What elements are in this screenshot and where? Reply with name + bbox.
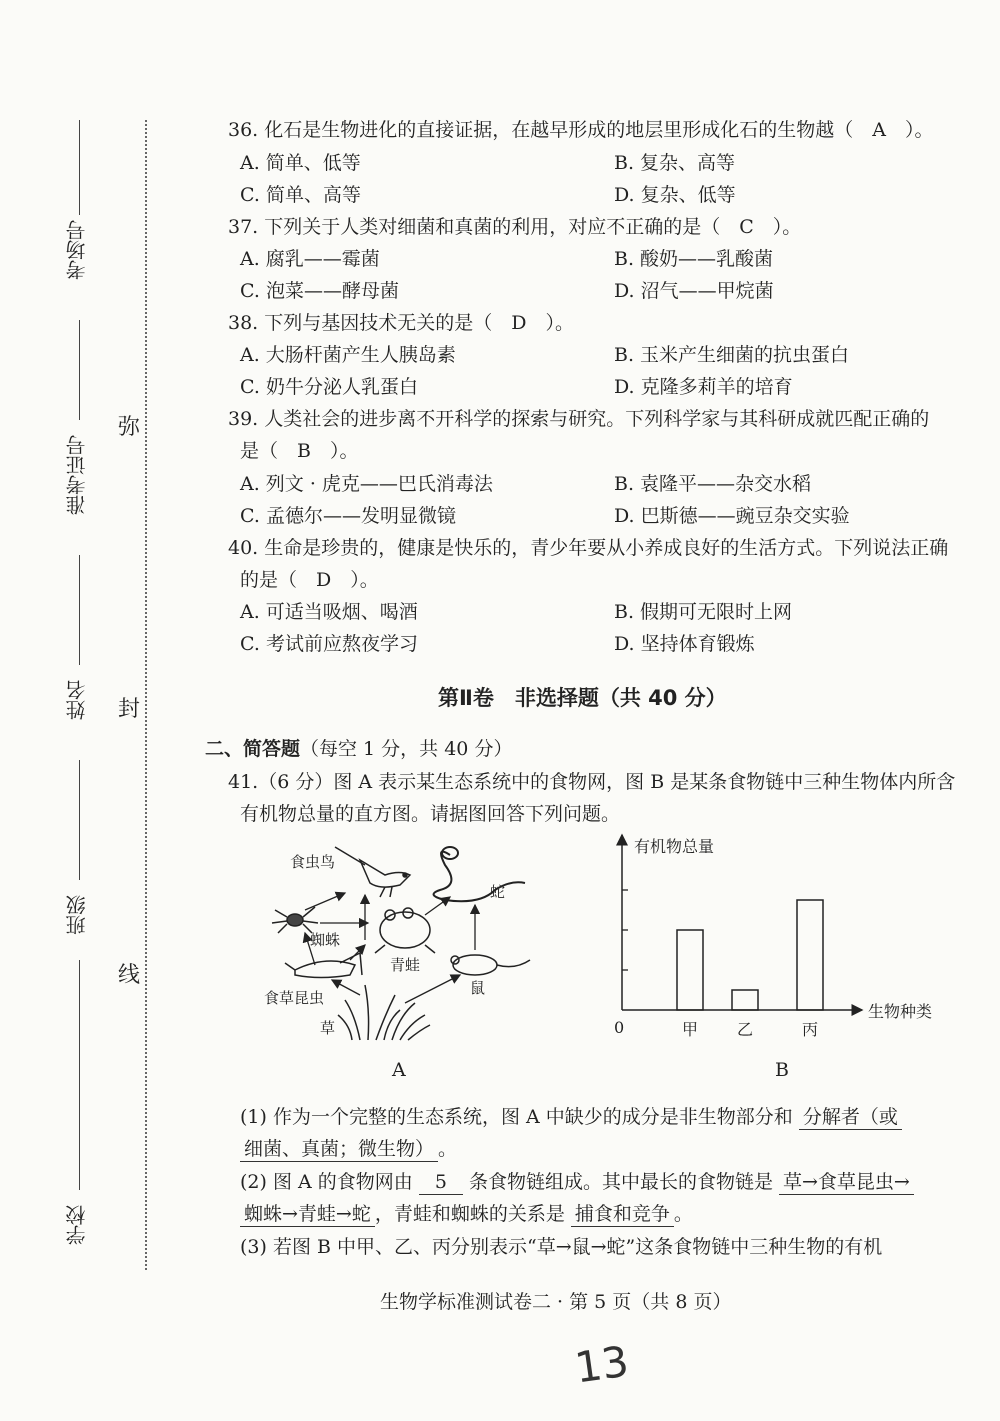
- q41-sub2-answer-relation: 捕食和竞争: [571, 1202, 674, 1227]
- q41-sub2-answer-count: 5: [419, 1170, 463, 1195]
- food-web-figure: [250, 835, 560, 1075]
- q39-option-b: B. 袁隆平——杂交水稻: [614, 473, 812, 495]
- question-36: [228, 118, 934, 142]
- q40-number: 40.: [228, 537, 259, 559]
- q41-sub3-line1: (3) 若图 B 中甲、乙、丙分别表示“草→鼠→蛇”这条食物链中三种生物的有机: [240, 1236, 883, 1258]
- q36-option-b: B. 复杂、高等: [614, 152, 736, 174]
- q38-option-a: A. 大肠杆菌产生人胰岛素: [240, 344, 456, 366]
- q41-sub1-answer-part2: 细菌、真菌；微生物）: [240, 1137, 438, 1162]
- q41-sub1-line1: [240, 1105, 902, 1130]
- q40-stem-cont: 的是（ D ）。: [240, 569, 379, 591]
- field-name: 姓名: [65, 680, 89, 720]
- q37-option-a: A. 腐乳——霉菌: [240, 248, 380, 270]
- margin-rule-5: [79, 960, 80, 1190]
- x-tick-labels: [682, 1020, 818, 1039]
- label-spider: 蜘蛛: [310, 931, 341, 949]
- q37-option-c: C. 泡菜——酵母菌: [240, 280, 399, 302]
- q38-option-b: B. 玉米产生细菌的抗虫蛋白: [614, 344, 850, 366]
- bar-3: [797, 900, 823, 1010]
- part-heading-note: （每空 1 分，共 40 分）: [300, 738, 513, 760]
- field-class: 班级: [65, 895, 89, 935]
- q36-option-d: D. 复杂、低等: [614, 184, 736, 206]
- snake-illustration: [434, 847, 525, 901]
- q41-sub2-line1: [240, 1170, 914, 1195]
- binding-dotted-line: [145, 120, 147, 1270]
- q39-option-a: A. 列文 · 虎克——巴氏消毒法: [240, 473, 493, 495]
- q41-sub2-end: 。: [673, 1203, 693, 1225]
- question-40: [228, 536, 948, 560]
- page-footer: 生物学标准测试卷二 · 第 5 页（共 8 页）: [380, 1291, 732, 1313]
- question-39: [228, 407, 929, 431]
- label-frog: 青蛙: [390, 956, 421, 974]
- q36-number: 36.: [228, 119, 259, 141]
- margin-rule-1: [79, 120, 80, 215]
- q36-stem: 化石是生物进化的直接证据，在越早形成的地层里形成化石的生物越（ A ）。: [264, 119, 934, 141]
- q37-stem: 下列关于人类对细菌和真菌的利用，对应不正确的是（ C ）。: [264, 216, 802, 238]
- q41-sub2-line2: [240, 1202, 693, 1227]
- bar-1: [677, 930, 703, 1010]
- q41-sub2-answer-chain1: 草→食草昆虫→: [779, 1170, 914, 1195]
- q41-sub1-answer-part1: 分解者（或: [799, 1105, 902, 1130]
- figure-a-caption: A: [392, 1059, 406, 1081]
- q41-sub2-text1: (2) 图 A 的食物网由: [240, 1171, 413, 1193]
- handwritten-page-number: 13: [571, 1336, 632, 1393]
- margin-rule-4: [79, 760, 80, 880]
- bars-group: [677, 900, 823, 1010]
- figure-b-caption: B: [775, 1059, 789, 1081]
- y-axis-label: 有机物总量: [634, 837, 715, 856]
- q39-option-c: C. 孟德尔——发明显微镜: [240, 505, 456, 527]
- question-41: [228, 770, 955, 794]
- field-exam-room: 考场号: [65, 220, 89, 280]
- q39-number: 39.: [228, 408, 259, 430]
- field-school: 学校: [65, 1205, 89, 1245]
- q38-option-c: C. 奶牛分泌人乳蛋白: [240, 376, 418, 398]
- q37-option-d: D. 沼气——甲烷菌: [614, 280, 774, 302]
- label-insectivorous-bird: 食虫鸟: [290, 853, 336, 871]
- grass-illustration: [338, 985, 430, 1040]
- label-snake: 蛇: [490, 883, 506, 901]
- q41-sub1-line2: [240, 1137, 457, 1162]
- q38-number: 38.: [228, 312, 259, 334]
- q40-option-a: A. 可适当吸烟、喝酒: [240, 601, 418, 623]
- q41-sub1-text: (1) 作为一个完整的生态系统，图 A 中缺少的成分是非生物部分和: [240, 1106, 793, 1128]
- q41-sub1-end: 。: [438, 1138, 458, 1160]
- x-tick-label-2: 乙: [737, 1020, 754, 1039]
- field-admission-no: 准考证号: [65, 435, 89, 515]
- q38-stem: 下列与基因技术无关的是（ D ）。: [264, 312, 574, 334]
- margin-rule-3: [79, 555, 80, 665]
- q40-option-c: C. 考试前应熬夜学习: [240, 633, 418, 655]
- y-axis-ticks: [622, 890, 628, 970]
- grasshopper-illustration: [285, 953, 362, 978]
- spider-illustration: [272, 907, 318, 933]
- bar-2: [732, 990, 758, 1010]
- x-tick-label-1: 甲: [682, 1020, 699, 1039]
- q41-sub2-text2: 条食物链组成。其中最长的食物链是: [468, 1171, 773, 1193]
- q36-option-a: A. 简单、低等: [240, 152, 361, 174]
- x-axis-label: 生物种类: [868, 1002, 933, 1021]
- seal-char-3: 线: [118, 963, 141, 988]
- q40-option-b: B. 假期可无限时上网: [614, 601, 793, 623]
- q39-option-d: D. 巴斯德——豌豆杂交实验: [614, 505, 850, 527]
- q37-number: 37.: [228, 216, 259, 238]
- x-tick-label-3: 丙: [802, 1020, 819, 1039]
- bar-chart-figure: [600, 830, 960, 1040]
- part-heading: [205, 737, 512, 761]
- q41-stem-line2: 有机物总量的直方图。请据图回答下列问题。: [240, 803, 621, 825]
- q40-stem: 生命是珍贵的，健康是快乐的，青少年要从小养成良好的生活方式。下列说法正确: [264, 537, 949, 559]
- seal-char-1: 弥: [118, 415, 141, 440]
- q39-stem: 人类社会的进步离不开科学的探索与研究。下列科学家与其科研成就匹配正确的: [264, 408, 930, 430]
- section-title: 第Ⅱ卷 非选择题（共 40 分）: [438, 686, 727, 710]
- q36-option-c: C. 简单、高等: [240, 184, 361, 206]
- label-mouse: 鼠: [470, 979, 486, 997]
- question-38: [228, 311, 574, 335]
- q37-option-b: B. 酸奶——乳酸菌: [614, 248, 774, 270]
- q40-option-d: D. 坚持体育锻炼: [614, 633, 755, 655]
- question-37: [228, 215, 801, 239]
- q41-sub2-answer-chain2: 蜘蛛→青蛙→蛇: [240, 1202, 375, 1227]
- q41-stem-line1: （6 分）图 A 表示某生态系统中的食物网，图 B 是某条食物链中三种生物体内所含: [258, 771, 956, 793]
- q39-stem-cont: 是（ B ）。: [240, 440, 359, 462]
- label-grass: 草: [320, 1019, 336, 1037]
- label-herbivorous-insect: 食草昆虫: [264, 989, 325, 1007]
- origin-label: 0: [614, 1018, 625, 1037]
- q41-sub2-text3: ，青蛙和蜘蛛的关系是: [374, 1203, 565, 1225]
- bird-illustration: [335, 847, 410, 897]
- mouse-illustration: [451, 955, 530, 975]
- q38-option-d: D. 克隆多莉羊的培育: [614, 376, 793, 398]
- seal-char-2: 封: [118, 697, 141, 722]
- q41-number: 41.: [228, 771, 259, 793]
- part-heading-label: 二、简答题: [205, 738, 301, 760]
- margin-rule-2: [79, 320, 80, 420]
